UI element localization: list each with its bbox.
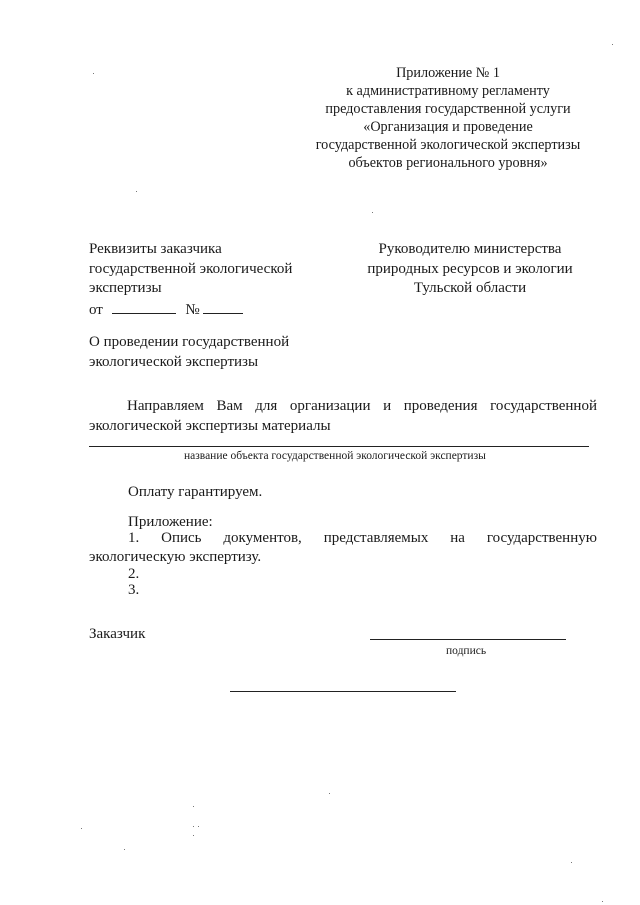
addressee-line: природных ресурсов и экологии <box>367 260 573 277</box>
addressee-line: Руководителю министерства <box>378 241 562 257</box>
subject-text: О проведении государственной <box>89 334 290 350</box>
attachments-title: Приложение: <box>128 514 213 530</box>
scan-speck <box>329 793 330 794</box>
scan-speck <box>612 44 613 45</box>
appendix-header <box>300 64 596 172</box>
scan-speck <box>81 828 82 829</box>
scan-speck <box>193 826 194 827</box>
scan-speck <box>193 835 194 836</box>
scan-speck <box>93 73 94 74</box>
appendix-line: государственной экологической экспертизы <box>315 137 581 153</box>
scan-speck <box>124 849 125 850</box>
scan-speck <box>198 826 199 827</box>
attachment-word: государственную <box>486 530 597 546</box>
appendix-line: «Организация и проведение <box>363 119 533 135</box>
object-name-caption: название объекта государственной экологической экспертизы <box>184 450 486 462</box>
signature-caption: подпись <box>446 645 487 657</box>
addressee-block <box>350 240 590 299</box>
scan-speck <box>602 901 603 902</box>
payment-guarantee: Оплату гарантируем. <box>128 484 263 500</box>
scan-speck <box>136 191 137 192</box>
requisites-line: Реквизиты заказчика <box>89 241 222 257</box>
body-paragraph: Направляем Вам для организации и проведения государственной экологической экспертизы материалы <box>89 398 597 434</box>
scan-speck <box>571 862 572 863</box>
attachment-item-3: 3. <box>128 582 140 598</box>
date-blank[interactable] <box>112 299 176 314</box>
attachment-word: 1. <box>128 530 140 546</box>
object-name-line[interactable] <box>89 446 589 447</box>
attachment-word: документов, <box>223 530 302 546</box>
attachment-item-1 <box>128 530 597 547</box>
number-label: № <box>185 302 200 318</box>
scan-speck <box>372 212 373 213</box>
attachment-word: представляемых <box>323 530 429 546</box>
from-label: от <box>89 302 103 318</box>
appendix-line: к административному регламенту <box>346 83 550 99</box>
attachment-item-2: 2. <box>128 566 140 582</box>
bottom-separator <box>230 691 456 692</box>
appendix-line: объектов регионального уровня» <box>348 155 548 171</box>
subject-text: экологической экспертизы <box>89 353 259 370</box>
appendix-line: предоставления государственной услуги <box>325 101 571 117</box>
date-number-row <box>89 299 243 319</box>
subject-line <box>89 333 319 372</box>
signature-line[interactable] <box>370 639 566 640</box>
customer-label: Заказчик <box>89 626 146 642</box>
attachment-word: на <box>450 530 465 546</box>
addressee-line: Тульской области <box>413 280 527 296</box>
customer-requisites <box>89 240 319 299</box>
number-blank[interactable] <box>203 299 243 314</box>
requisites-line: государственной экологической <box>89 260 293 277</box>
requisites-line: экспертизы <box>89 280 162 296</box>
attachment-item-1-cont: экологическую экспертизу. <box>89 549 262 565</box>
scan-speck <box>193 806 194 807</box>
appendix-line: Приложение № 1 <box>396 65 500 81</box>
attachment-word: Опись <box>161 530 202 546</box>
